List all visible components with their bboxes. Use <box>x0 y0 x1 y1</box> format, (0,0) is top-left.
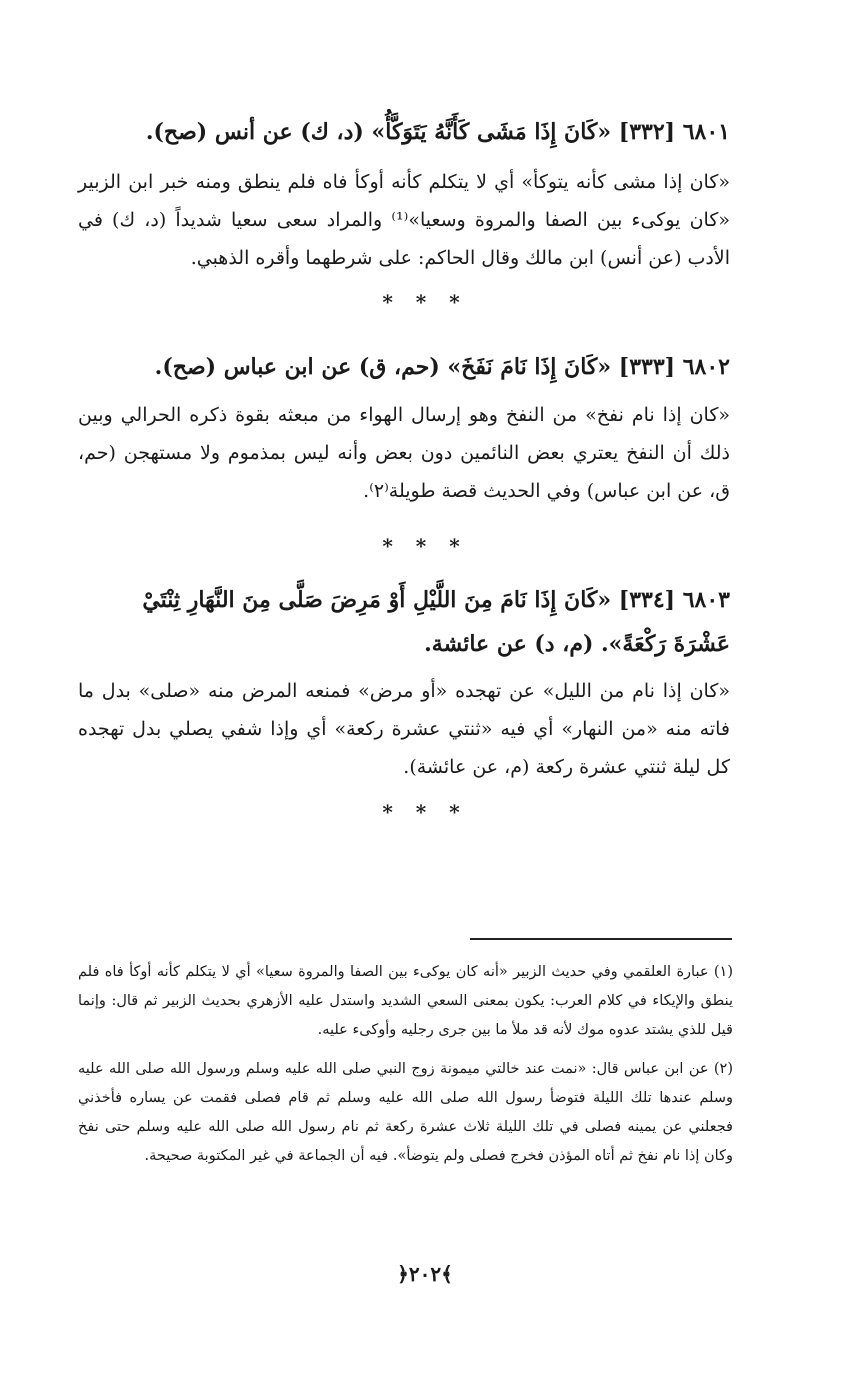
section-separator: * * * <box>382 534 468 558</box>
hadith-heading-6801: ٦٨٠١ [٣٣٢] «كَانَ إِذَا مَشَى كَأَنَّهُ يَتَوَكَّأُ» (د، ك) عن أنس (صح). <box>145 119 730 145</box>
footnote-rule <box>470 938 732 940</box>
hadith-heading-6802: ٦٨٠٢ [٣٣٣] «كَانَ إِذَا نَامَ نَفَخَ» (حم، ق) عن ابن عباس (صح). <box>154 354 730 380</box>
commentary-6803: «كان إذا نام من الليل» عن تهجده «أو مرض» فمنعه المرض منه «صلى» بدل ما فاته منه «من النهار» أي فيه «ثنتي عشرة ركعة» أي وإذا شفي يصلي بدل تهجده كل ليلة ثنتي عشرة ركعة (م، عن عائشة). <box>78 680 730 778</box>
footnote-2: (٢) عن ابن عباس قال: «نمت عند خالتي ميمونة زوج النبي صلى الله عليه وسلم ورسول الله صلى الله عليه وسلم عندها تلك الليلة فتوضأ رسول الله صلى الله عليه وسلم ثم قام فصلى فقمت عن يساره فأخذني فجعلني عن يمينه فصلى في تلك الليلة ثلاث عشرة ركعة ثم نام رسول الله صلى الله عليه وسلم حتى نفخ وكان إذا نام نفخ ثم أتاه المؤذن فخرج فصلى ولم يتوضأ». فيه أن الجماعة في غير المكتوبة صحيحة. <box>78 1061 733 1164</box>
section-separator: * * * <box>382 800 468 824</box>
commentary-6801: «كان إذا مشى كأنه يتوكأ» أي لا يتكلم كأنه أوكأ فاه فلم ينطق ومنه خبر ابن الزبير «كان يوكىء بين الصفا والمروة وسعيا»⁽¹⁾ والمراد سعى سعيا شديداً (د، ك) في الأدب (عن أنس) ابن مالك وقال الحاكم: على شرطهما وأقره الذهبي. <box>78 171 731 269</box>
section-separator: * * * <box>382 290 468 314</box>
commentary-6802: «كان إذا نام نفخ» من النفخ وهو إرسال الهواء من مبعثه بقوة ذكره الحرالي وبين ذلك أن النفخ يعتري بعض النائمين دون بعض وأنه ليس بمذموم ولا مستهجن (حم، ق، عن ابن عباس) وفي الحديث قصة طويلة⁽٢⁾. <box>78 404 730 502</box>
footnote-1: (١) عبارة العلقمي وفي حديث الزبير «أنه كان يوكىء بين الصفا والمروة سعيا» أي لا يتكلم كأنه أوكأ فاه فلم ينطق والإيكاء في كلام العرب: يكون بمعنى السعي الشديد واستدل عليه الأزهري بحديث الزبير ثم قال: وإنما قيل للذي يشتد عدوه موك لأنه قد ملأ ما بين جرى رجليه وأوكىء عليه. <box>78 964 733 1038</box>
hadith-heading-6803: ٦٨٠٣ [٣٣٤] «كَانَ إِذَا نَامَ مِنَ اللَّيْلِ أَوْ مَرِضَ صَلَّى مِنَ النَّهَارِ ثِنْتَيْ عَشْرَةَ رَكْعَةً». (م، د) عن عائشة. <box>142 587 730 657</box>
page-number: ﴿٢٠٢﴾ <box>397 1262 453 1286</box>
